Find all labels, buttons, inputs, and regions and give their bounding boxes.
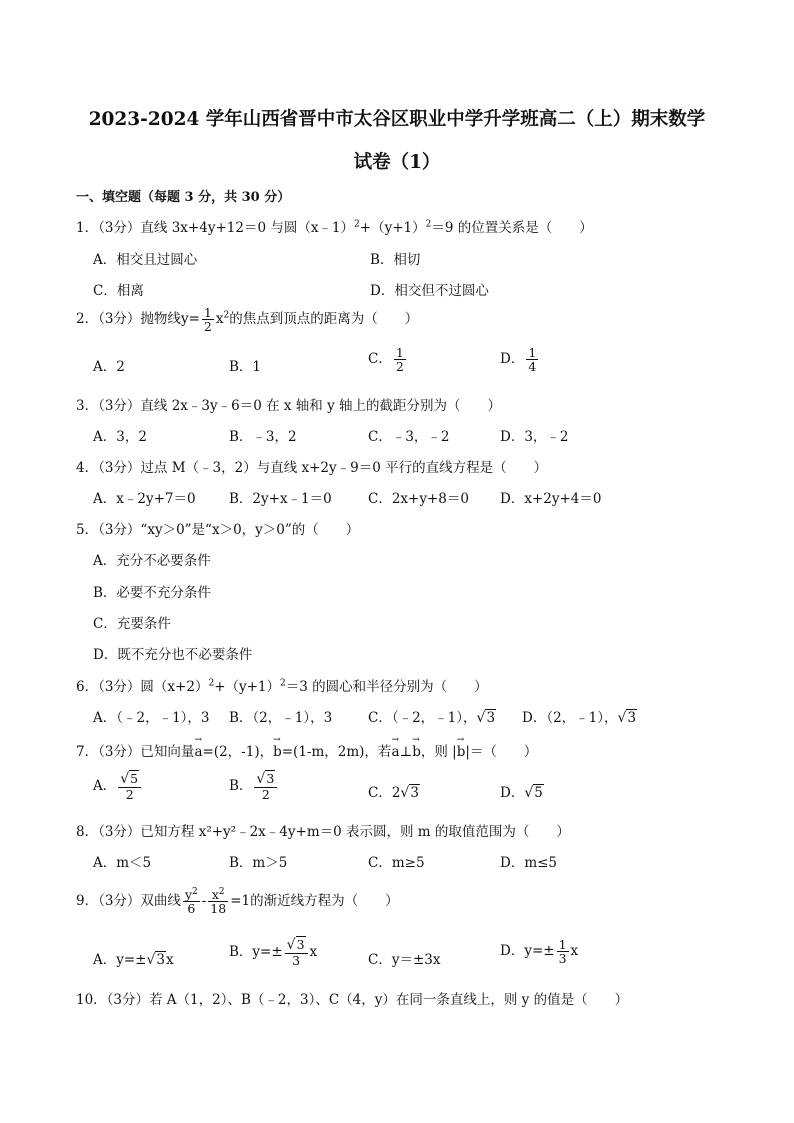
q4-option-a: A．x﹣2y+7＝0 bbox=[93, 491, 196, 507]
q3-option-b: B．﹣3，2 bbox=[229, 429, 297, 445]
q3-option-a: A．3，2 bbox=[93, 429, 147, 445]
q7-option-b: B． $\frac{√3}{2}$ bbox=[229, 772, 279, 801]
q6-option-d: D．（2，﹣1），√3 bbox=[522, 710, 637, 726]
q4-option-d: D．x+2y+4＝0 bbox=[500, 491, 602, 507]
q8-option-d: D．m≤5 bbox=[500, 855, 558, 871]
q8-option-c: C．m≥5 bbox=[368, 855, 425, 871]
q9-option-d: D．y=± $\frac{1}{3}$ x bbox=[500, 937, 579, 967]
q2-option-b: B．1 bbox=[229, 359, 262, 375]
q4-option-c: C．2x+y+8＝0 bbox=[368, 491, 469, 507]
section-heading: 一、填空题（每题 3 分，共 30 分） bbox=[76, 190, 291, 205]
question-5: 5．（3分）“xy＞0”是“x＞0，y＞0”的（ ） bbox=[76, 522, 360, 538]
q2-option-a: A．2 bbox=[93, 359, 125, 375]
fraction: $\frac{1}{2}$ bbox=[203, 305, 212, 335]
q5-option-a: A．充分不必要条件 bbox=[93, 553, 211, 569]
question-3: 3．（3分）直线 2x﹣3y﹣6＝0 在 x 轴和 y 轴上的截距分别为（ ） bbox=[76, 398, 502, 414]
q7-option-a: A． $\frac{√5}{2}$ bbox=[93, 772, 143, 801]
vector-b: → b bbox=[412, 735, 421, 760]
vector-a: → a bbox=[194, 735, 203, 760]
fraction: $\frac{x^2}{18}$ bbox=[210, 887, 227, 917]
q1-option-b: B．相切 bbox=[370, 252, 421, 268]
q2-option-c: C． $\frac{1}{2}$ bbox=[368, 345, 404, 375]
q8-option-b: B．m＞5 bbox=[229, 855, 288, 871]
sqrt: √3 bbox=[146, 952, 166, 968]
q7-option-c: C．2√3 bbox=[368, 785, 419, 801]
q6-option-b: B．（2，﹣1），3 bbox=[229, 710, 333, 726]
q3-option-d: D．3，﹣2 bbox=[500, 429, 569, 445]
q6-option-a: A．（﹣2，﹣1），3 bbox=[93, 710, 210, 726]
q1-option-a: A．相交且过圆心 bbox=[93, 252, 198, 268]
q4-option-b: B．2y+x﹣1＝0 bbox=[229, 491, 332, 507]
question-7: 7．（3分）已知向量 → a=(2，-1)， → b=(1-m，2m)，若 → a⊥ → b，则 | → b|＝（ ） bbox=[76, 735, 538, 760]
q8-option-a: A．m＜5 bbox=[93, 855, 152, 871]
vector-b: → b bbox=[273, 735, 282, 760]
q1-option-c: C．相离 bbox=[93, 283, 144, 299]
q9-option-c: C．y＝±3x bbox=[368, 952, 441, 968]
question-4: 4．（3分）过点 M（﹣3，2）与直线 x+2y﹣9＝0 平行的直线方程是（ ） bbox=[76, 460, 548, 476]
fraction: $\frac{√3}{2}$ bbox=[254, 772, 277, 801]
vector-a: → a bbox=[391, 735, 400, 760]
question-10: 10．（3分）若 A（1，2）、B（﹣2，3）、C（4，y）在同一条直线上，则 y 的值是（ ） bbox=[76, 992, 629, 1008]
sqrt: √5 bbox=[524, 785, 543, 801]
q9-option-b: B．y=± $\frac{√3}{3}$ x bbox=[229, 937, 318, 968]
sqrt: √3 bbox=[617, 710, 637, 726]
question-2: 2．（3分）抛物线y= $\frac{1}{2}$ $x^2$的焦点到顶点的距离为（ ） bbox=[76, 305, 419, 335]
sqrt: √3 bbox=[400, 785, 419, 801]
q5-option-b: B．必要不充分条件 bbox=[93, 585, 211, 601]
q6-option-c: C．（﹣2，﹣1），√3 bbox=[368, 710, 496, 726]
question-6: 6．（3分）圆$(x+2)^2+(y+1)^2=3$ 的圆心和半径分别为（ ） bbox=[76, 678, 488, 695]
fraction: $\frac{√5}{2}$ bbox=[118, 772, 141, 801]
q5-option-c: C．充要条件 bbox=[93, 616, 171, 632]
exam-title-line1: 2023-2024 学年山西省晋中市太谷区职业中学升学班高二（上）期末数学 bbox=[88, 109, 706, 130]
fraction: $\frac{√3}{3}$ bbox=[285, 938, 308, 967]
fraction: $\frac{1}{3}$ bbox=[558, 937, 567, 967]
q9-option-a: A．y=±√3x bbox=[93, 952, 174, 968]
exam-title-line2: 试卷（1） bbox=[353, 152, 441, 173]
q7-option-d: D．√5 bbox=[500, 785, 543, 801]
question-1: 1．（3分）直线 3x+4y+12＝0 与圆$(x﹣1)^2+(y+1)^2=9$ 的位置关系是（ ） bbox=[76, 219, 593, 236]
q3-option-c: C．﹣3，﹣2 bbox=[368, 429, 450, 445]
fraction: $\frac{1}{4}$ bbox=[528, 345, 537, 375]
fraction: $\frac{y^2}{6}$ bbox=[184, 887, 198, 917]
question-8: 8．（3分）已知方程 x²+y²﹣2x﹣4y+m＝0 表示圆，则 m 的取值范围为（ ） bbox=[76, 824, 570, 840]
q5-option-d: D．既不充分也不必要条件 bbox=[93, 647, 253, 663]
fraction: $\frac{1}{2}$ bbox=[395, 345, 404, 375]
sqrt: √3 bbox=[476, 710, 496, 726]
q2-option-d: D． $\frac{1}{4}$ bbox=[500, 345, 537, 375]
vector-b: → b bbox=[456, 735, 466, 760]
q1-option-d: D．相交但不过圆心 bbox=[370, 283, 489, 299]
question-9: 9．（3分）双曲线 $\frac{y^2}{6}$ - $\frac{x^2}{18}$ =1的渐近线方程为（ ） bbox=[76, 887, 399, 917]
